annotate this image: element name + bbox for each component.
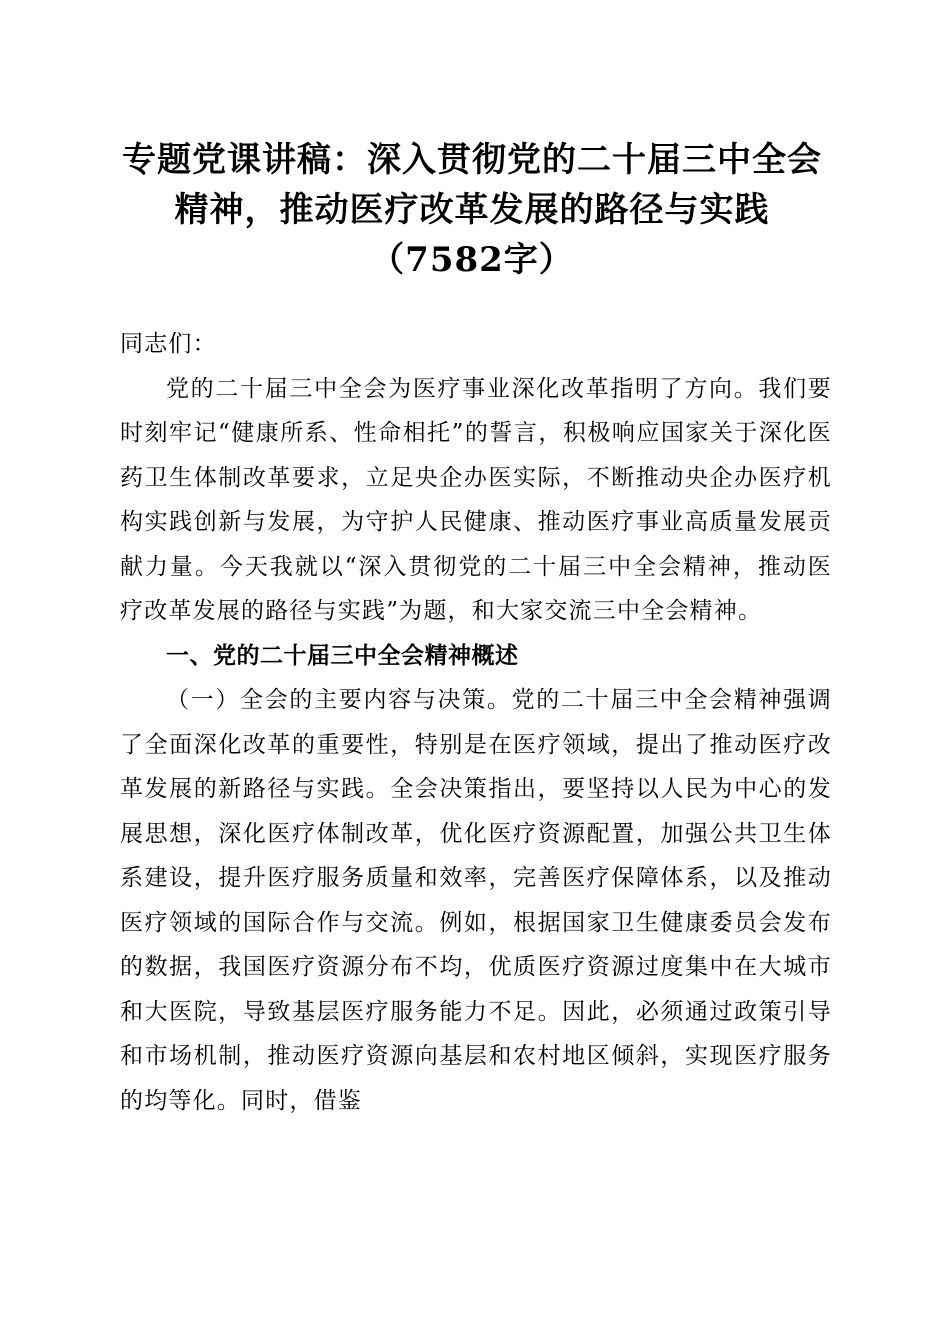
document-title: 专题党课讲稿：深入贯彻党的二十届三中全会精神，推动医疗改革发展的路径与实践（7582字）: [122, 140, 822, 280]
section-heading: 一、党的二十届三中全会精神概述: [166, 642, 519, 669]
document-body: [120, 322, 832, 1123]
body-paragraph: （一）全会的主要内容与决策。党的二十届三中全会精神强调了全面深化改革的重要性，特别是在医疗领域，提出了推动医疗改革发展的新路径与实践。全会决策指出，要坚持以人民为中心的发展思想，深化医疗体制改革，优化医疗资源配置，加强公共卫生体系建设，提升医疗服务质量和效率，完善医疗保障体系，以及推动医疗领域的国际合作与交流。例如，根据国家卫生健康委员会发布的数据，我国医疗资源分布不均，优质医疗资源过度集中在大城市和大医院，导致基层医疗服务能力不足。因此，必须通过政策引导和市场机制，推动医疗资源向基层和农村地区倾斜，实现医疗服务的均等化。同时，借鉴: [120, 687, 832, 1114]
intro-paragraph: 党的二十届三中全会为医疗事业深化改革指明了方向。我们要时刻牢记“健康所系、性命相托”的誓言，积极响应国家关于深化医药卫生体制改革要求，立足央企办医实际，不断推动央企办医疗机构实践创新与发展，为守护人民健康、推动医疗事业高质量发展贡献力量。今天我就以“深入贯彻党的二十届三中全会精神，推动医疗改革发展的路径与实践”为题，和大家交流三中全会精神。: [120, 375, 832, 624]
salutation: 同志们：: [120, 331, 217, 357]
